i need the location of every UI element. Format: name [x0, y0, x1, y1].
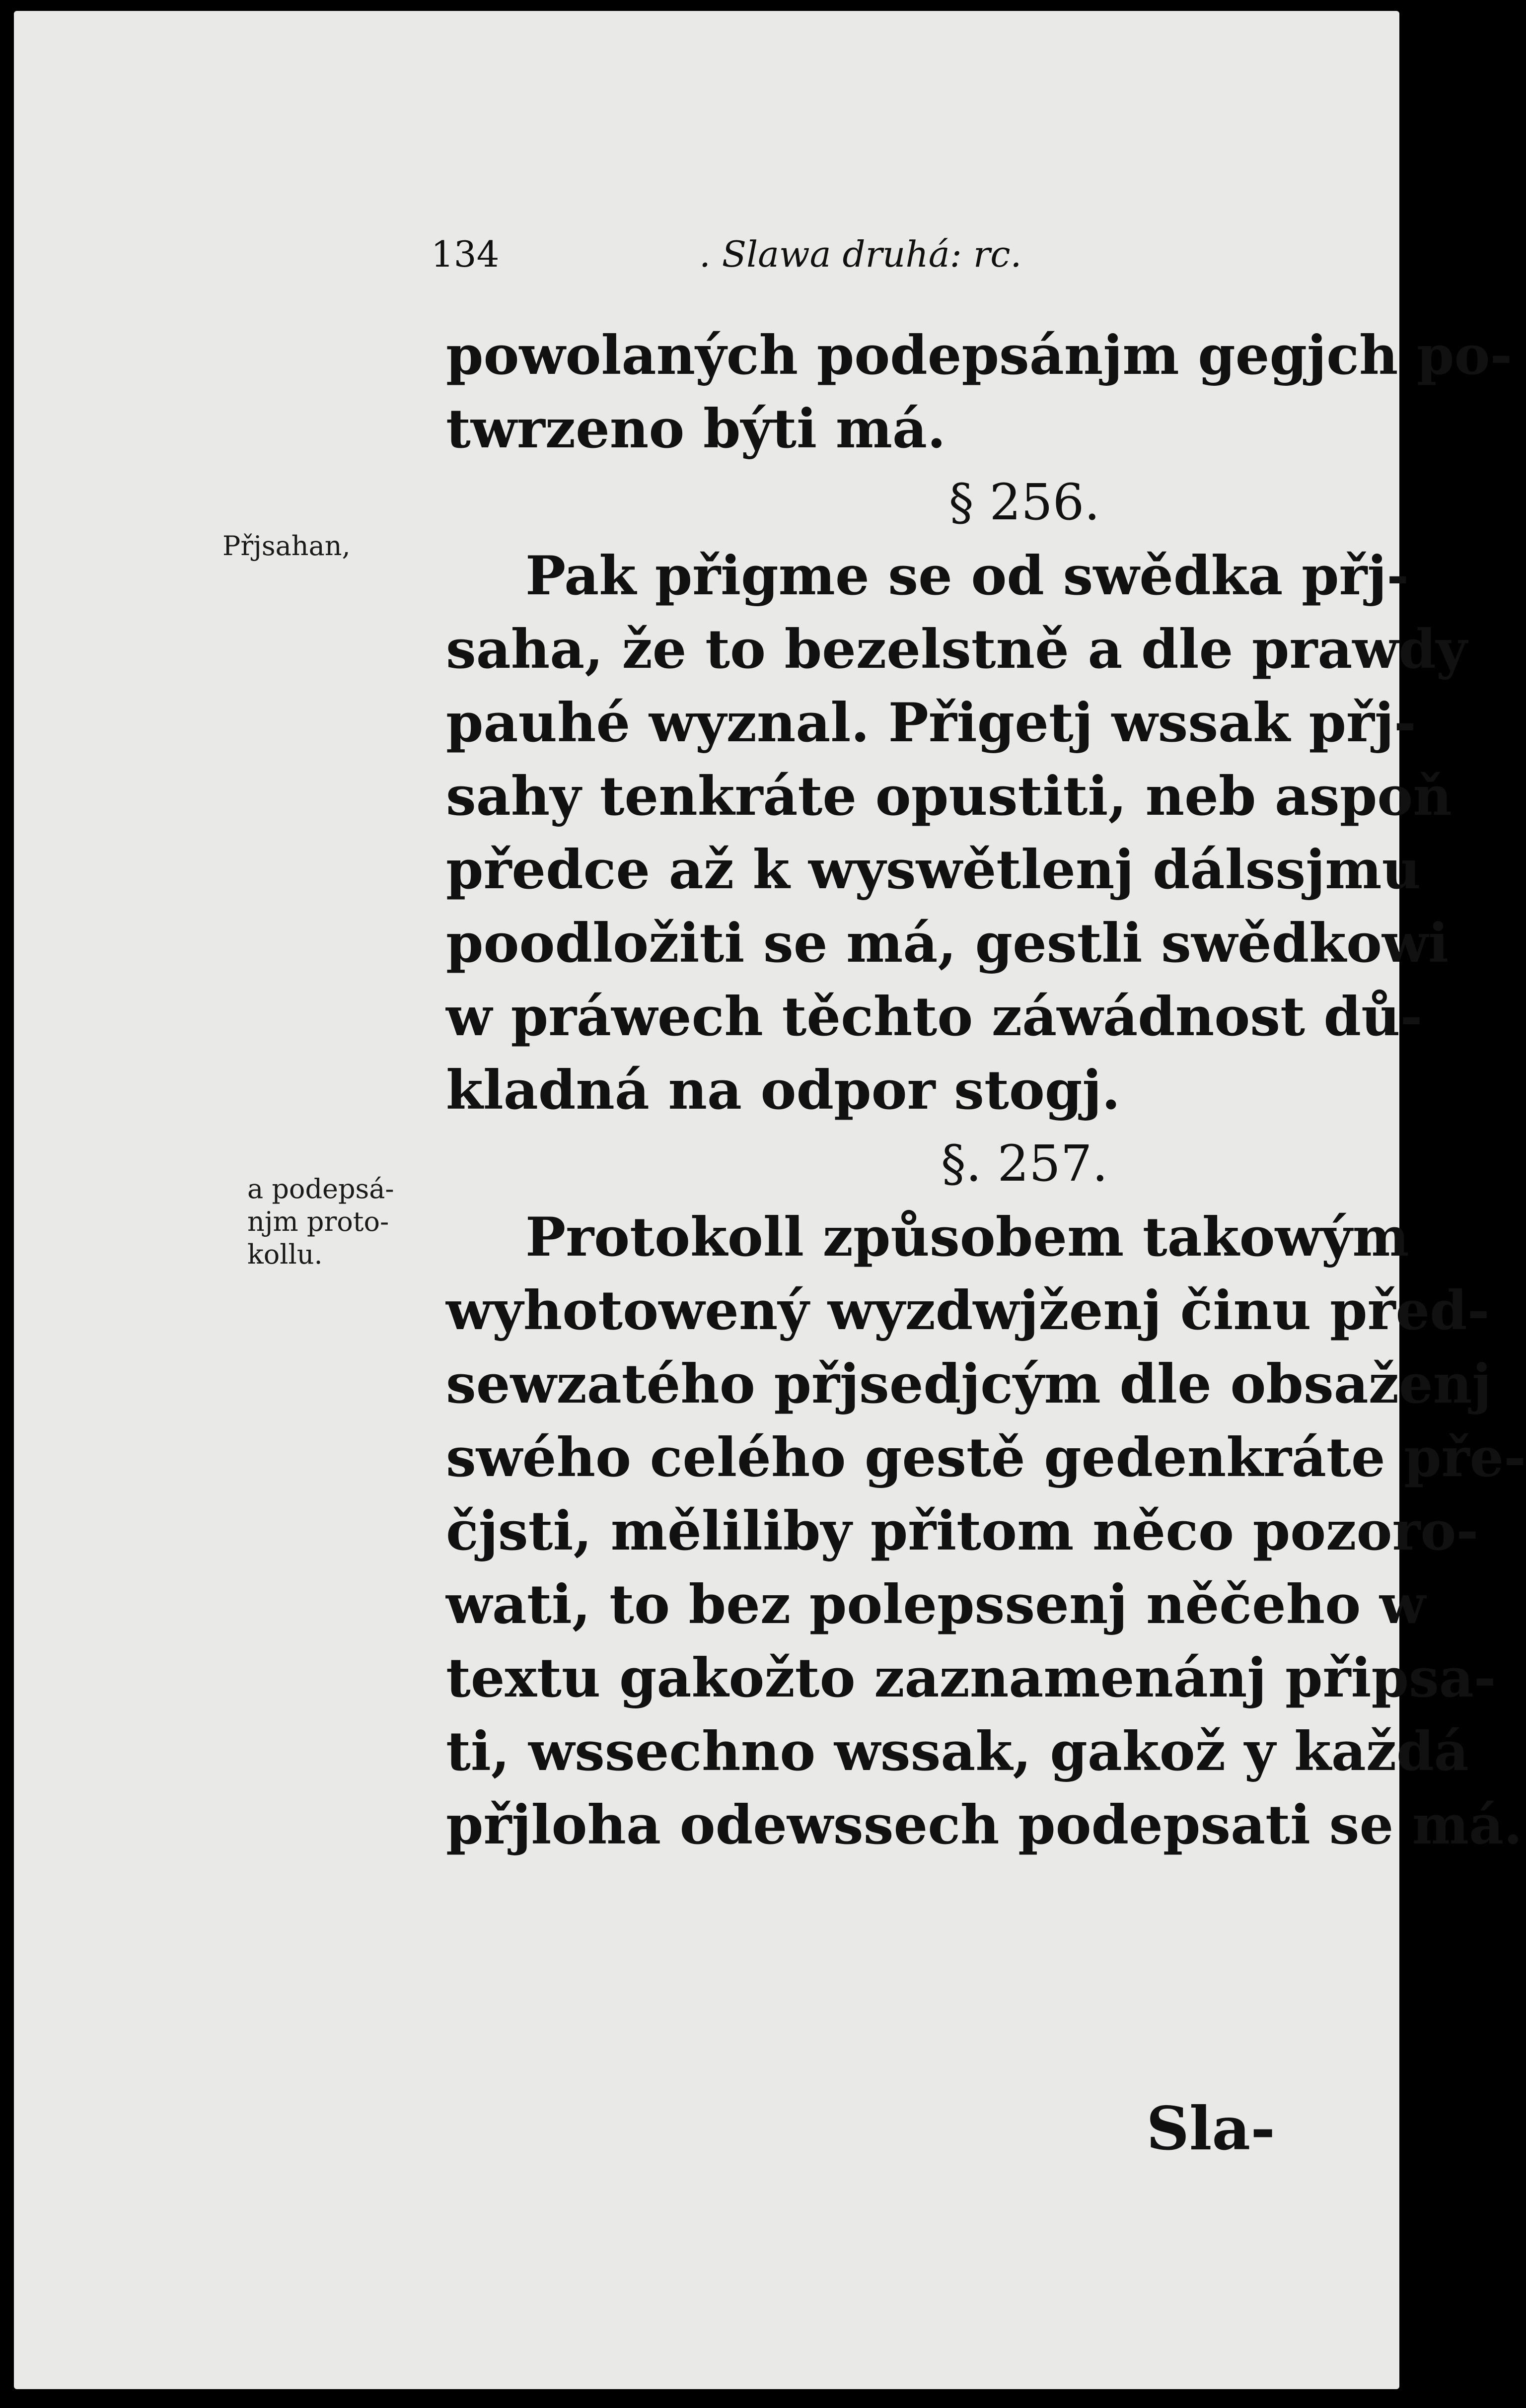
text-line: Pak přigme se od swědka přj-	[525, 545, 1409, 607]
text-line: poodložiti se má, gestli swědkowi	[446, 912, 1449, 975]
book-page	[14, 11, 1526, 2389]
text-line: sewzatého přjsedjcým dle obsaženj	[446, 1353, 1492, 1416]
catchword: Sla-	[1146, 2094, 1275, 2164]
margin-note-protocol: a podepsá- njm proto- kollu.	[247, 1173, 394, 1270]
text-line: Protokoll způsobem takowým	[525, 1206, 1409, 1269]
text-line: twrzeno býti má.	[446, 398, 946, 460]
text-line: swého celého gestě gedenkráte pře-	[446, 1426, 1526, 1489]
text-line: kladná na odpor stogj.	[446, 1059, 1121, 1122]
text-line: saha, že to bezelstně a dle prawdy	[446, 618, 1467, 681]
margin-note-oath: Přjsahan,	[222, 530, 351, 562]
text-line: ti, wssechno wssak, gakož y každá	[446, 1720, 1469, 1783]
text-line: sahy tenkráte opustiti, neb aspoň	[446, 765, 1452, 828]
text-line: přjloha odewssech podepsati se má.	[446, 1794, 1523, 1856]
text-line: wyhotowený wyzdwjženj činu před-	[446, 1279, 1490, 1342]
text-line: textu gakožto zaznamenánj připsa-	[446, 1647, 1496, 1709]
text-line: wati, to bez polepssenj něčeho w	[446, 1573, 1426, 1636]
section-heading-257: §. 257.	[941, 1134, 1108, 1193]
text-line: čjsti, měliliby přitom něco pozoro-	[446, 1500, 1479, 1562]
text-line: pauhé wyznal. Přigetj wssak přj-	[446, 692, 1416, 754]
text-line: powolaných podepsánjm gegjch po-	[446, 324, 1513, 387]
page-number: 134	[431, 233, 500, 275]
text-line: w práwech těchto záwádnost dů-	[446, 986, 1423, 1048]
text-line: předce až k wyswětlenj dálssjmu	[446, 839, 1421, 901]
running-title: . Slawa druhá: rc.	[699, 233, 1022, 275]
body-text	[446, 319, 1526, 1862]
running-header	[431, 224, 1077, 284]
section-heading-256: § 256.	[948, 473, 1100, 531]
